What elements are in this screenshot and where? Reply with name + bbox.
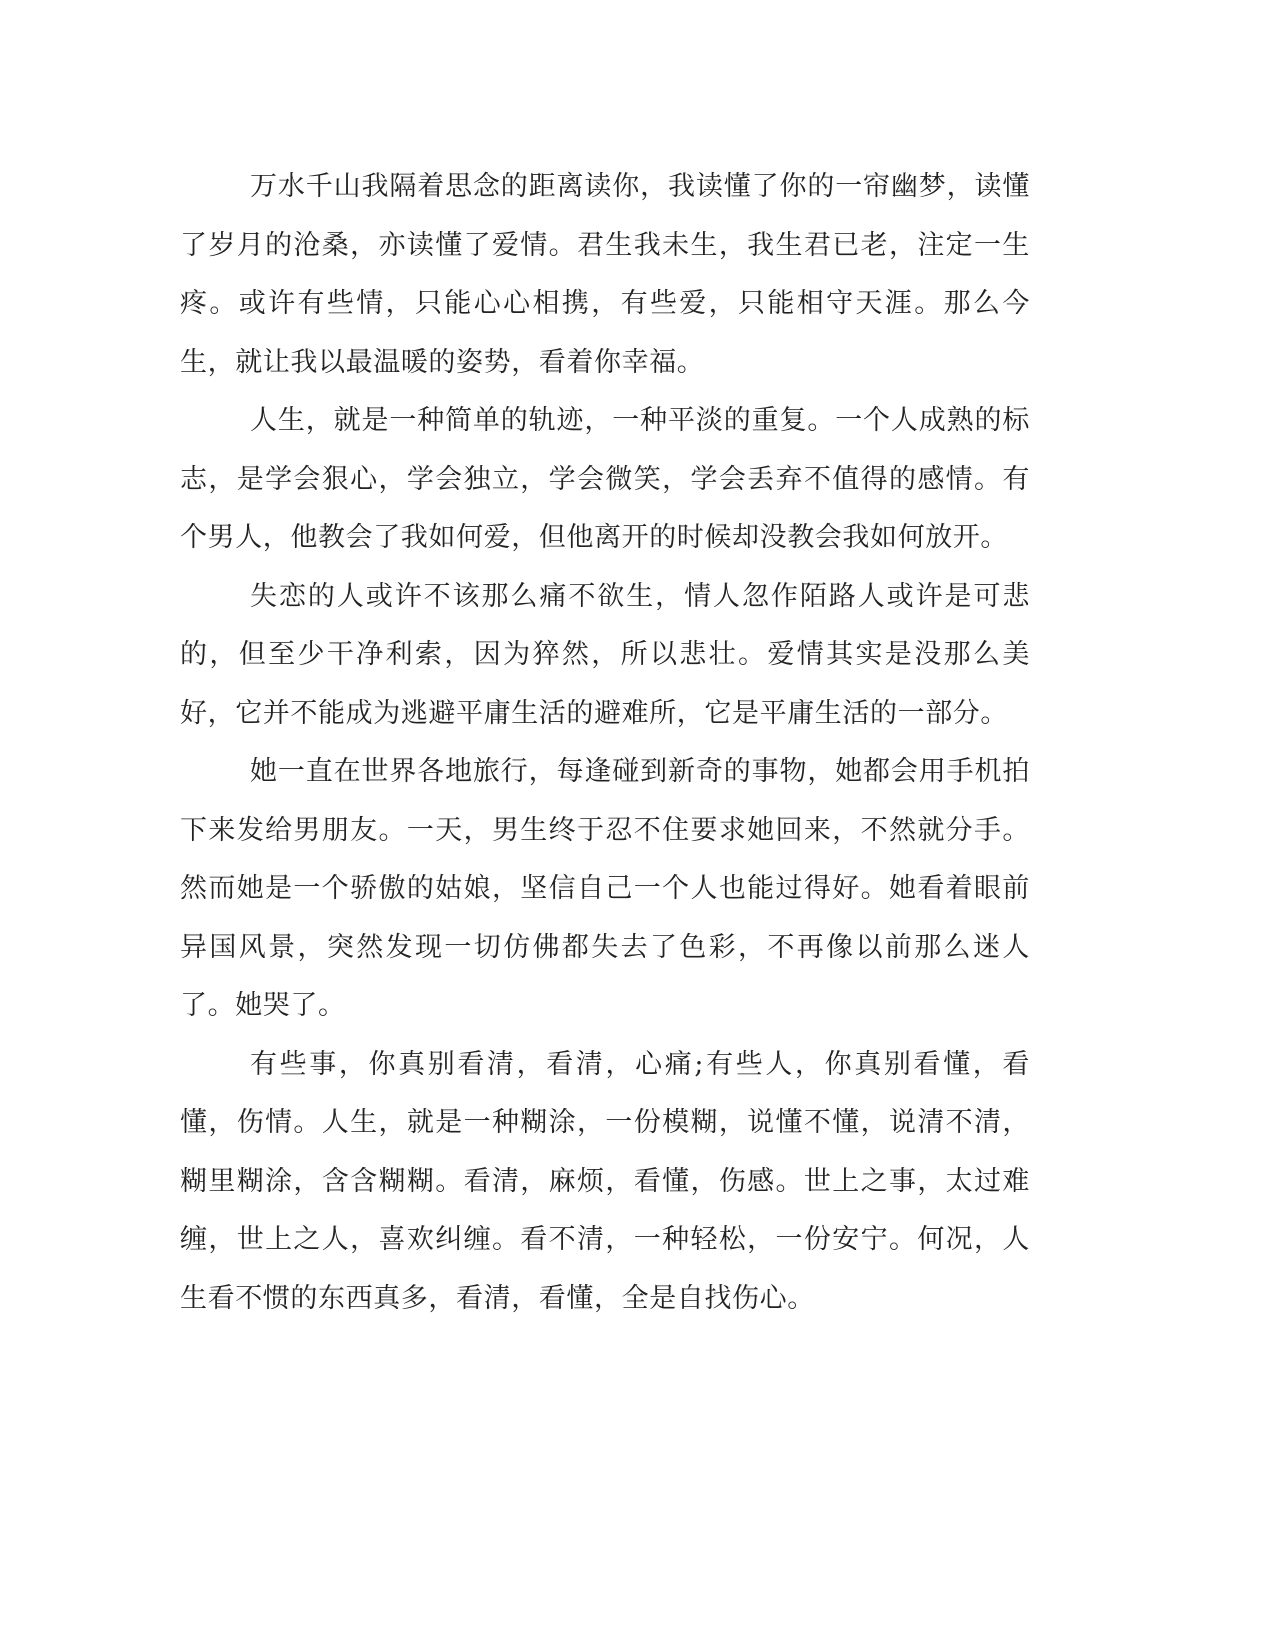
paragraph-3: 失恋的人或许不该那么痛不欲生，情人忽作陌路人或许是可悲的，但至少干净利索，因为猝然，所以悲壮。爱情其实是没那么美好，它并不能成为逃避平庸生活的避难所，它是平庸生活的一部分。: [180, 580, 1030, 729]
document-body: [180, 158, 1030, 1328]
paragraph-4: 她一直在世界各地旅行，每逢碰到新奇的事物，她都会用手机拍下来发给男朋友。一天，男生终于忍不住要求她回来，不然就分手。然而她是一个骄傲的姑娘，坚信自己一个人也能过得好。她看着眼前异国风景，突然发现一切仿佛都失去了色彩，不再像以前那么迷人了。她哭了。: [180, 756, 1030, 1021]
paragraph-5: 有些事，你真别看清，看清，心痛;有些人，你真别看懂，看懂，伤情。人生，就是一种糊涂，一份模糊，说懂不懂，说清不清，糊里糊涂，含含糊糊。看清，麻烦，看懂，伤感。世上之事，太过难缠，世上之人，喜欢纠缠。看不清，一种轻松，一份安宁。何况，人生看不惯的东西真多，看清，看懂，全是自找伤心。: [180, 1048, 1030, 1314]
paragraph-2: 人生，就是一种简单的轨迹，一种平淡的重复。一个人成熟的标志，是学会狠心，学会独立，学会微笑，学会丢弃不值得的感情。有个男人，他教会了我如何爱，但他离开的时候却没教会我如何放开。: [180, 405, 1030, 553]
paragraph-1: 万水千山我隔着思念的距离读你，我读懂了你的一帘幽梦，读懂了岁月的沧桑，亦读懂了爱情。君生我未生，我生君已老，注定一生疼。或许有些情，只能心心相携，有些爱，只能相守天涯。那么今生，就让我以最温暖的姿势，看着你幸福。: [180, 171, 1030, 378]
